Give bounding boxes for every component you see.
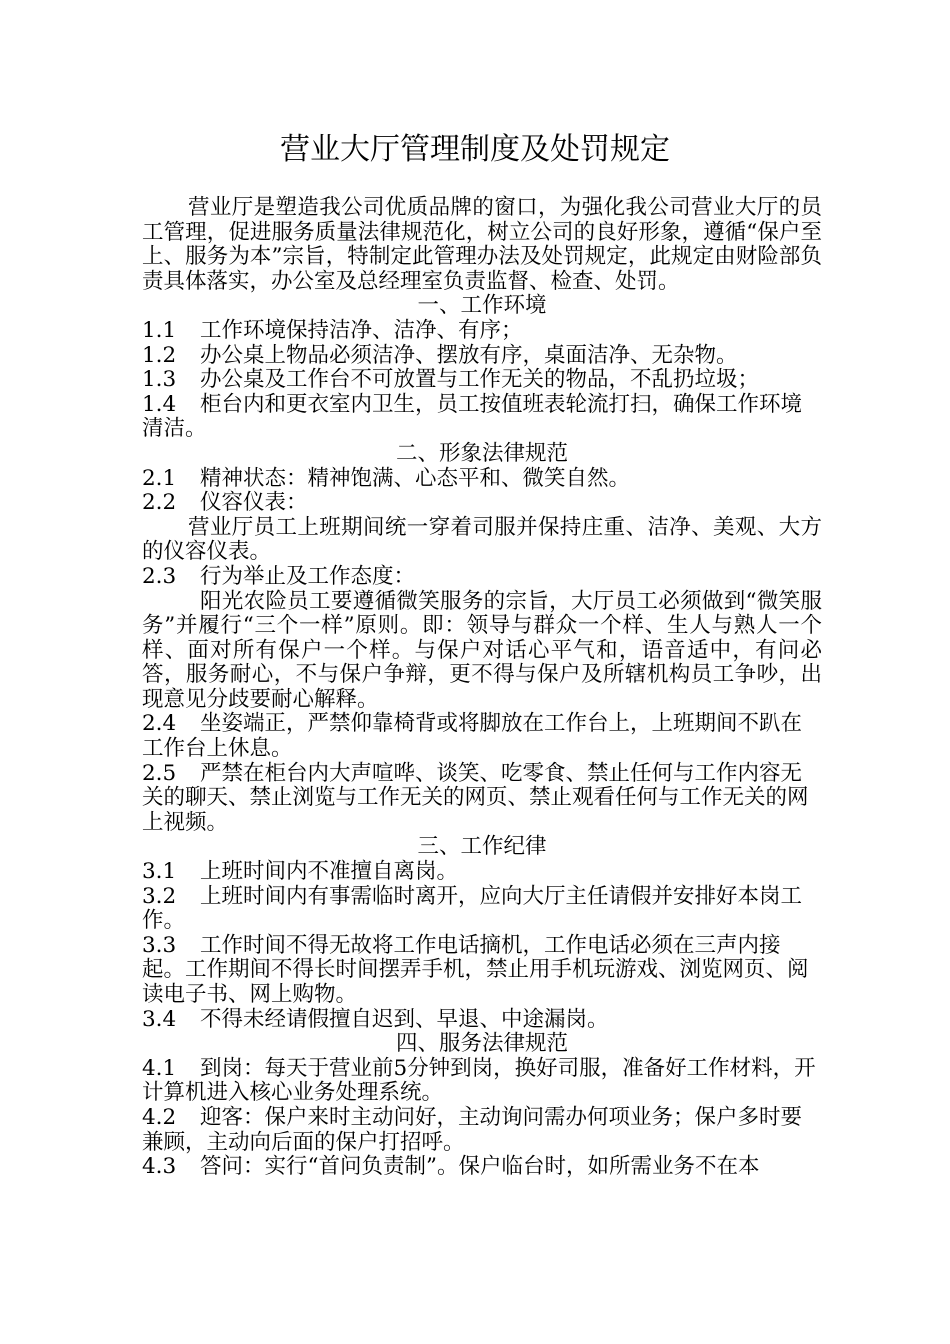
list-item: [142, 885, 822, 934]
document-body: [142, 196, 822, 1180]
item-text: 上班时间内不准擅自离岗。: [200, 859, 459, 885]
document-title: 营业大厅管理制度及处罚规定: [280, 132, 670, 167]
item-text: 迎客：保户来时主动问好，主动询问需办何项业务；保户多时要兼顾，主动向后面的保户打招呼。: [142, 1104, 803, 1155]
list-item: [142, 762, 822, 836]
item-number: 2.4: [142, 711, 177, 737]
list-item: [142, 860, 822, 885]
item-number: 2.5: [142, 760, 177, 786]
list-item: [142, 368, 822, 393]
item-text: 答问：实行“首问负责制”。保户临台时，如所需业务不在本: [200, 1154, 760, 1180]
section-heading: 一、工作环境: [417, 293, 547, 319]
item-number: 4.2: [142, 1104, 177, 1130]
list-item: [142, 491, 822, 516]
intro-paragraph: 营业厅是塑造我公司优质品牌的窗口，为强化我公司营业大厅的员工管理，促进服务质量法律规范化，树立公司的良好形象，遵循“保户至上、服务为本”宗旨，特制定此管理办法及处罚规定，此规定由财险部负责具体落实，办公室及总经理室负责监督、检查、处罚。: [142, 195, 822, 294]
list-item: [142, 1008, 822, 1033]
item-number: 2.3: [142, 563, 177, 589]
list-item: [142, 344, 822, 369]
item-number: 3.1: [142, 859, 177, 885]
item-text: 到岗：每天于营业前5分钟到岗，换好司服，准备好工作材料，开计算机进入核心业务处理系统。: [142, 1055, 816, 1106]
item-number: 4.1: [142, 1055, 177, 1081]
item-text: 工作环境保持洁净、洁净、有序；: [200, 317, 523, 343]
item-number: 3.4: [142, 1006, 177, 1032]
item-number: 1.1: [142, 317, 177, 343]
item-text: 坐姿端正，严禁仰靠椅背或将脚放在工作台上，上班期间不趴在工作台上休息。: [142, 711, 803, 762]
item-text: 办公桌上物品必须洁净、摆放有序，桌面洁净、无杂物。: [200, 342, 738, 368]
list-item: [142, 712, 822, 761]
item-number: 3.2: [142, 883, 177, 909]
item-number: 3.3: [142, 932, 177, 958]
item-text: 不得未经请假擅自迟到、早退、中途漏岗。: [200, 1006, 609, 1032]
item-number: 2.1: [142, 465, 177, 491]
list-item: [142, 467, 822, 492]
list-item: [142, 934, 822, 1008]
item-text: 上班时间内有事需临时离开，应向大厅主任请假并安排好本岗工作。: [142, 883, 803, 934]
item-text: 办公桌及工作台不可放置与工作无关的物品，不乱扔垃圾；: [200, 367, 760, 393]
item-text: 柜台内和更衣室内卫生，员工按值班表轮流打扫，确保工作环境清洁。: [142, 391, 803, 442]
item-text: 工作时间不得无故将工作电话摘机，工作电话必须在三声内接起。工作期间不得长时间摆弄手机，禁止用手机玩游戏、浏览网页、阅读电子书、网上购物。: [142, 932, 809, 1007]
item-text: 仪容仪表：: [200, 490, 308, 516]
item-number: 4.3: [142, 1154, 177, 1180]
list-item: [142, 1155, 822, 1180]
item-text: 精神状态：精神饱满、心态平和、微笑自然。: [200, 465, 631, 491]
sub-paragraph: 阳光农险员工要遵循微笑服务的宗旨，大厅员工必须做到“微笑服务”并履行“三个一样”原则。即：领导与群众一个样、生人与熟人一个样、面对所有保户一个样。与保户对话心平气和，语音适中，有问必答，服务耐心，不与保户争辩，更不得与保户及所辖机构员工争吵，出现意见分歧要耐心解释。: [142, 588, 822, 712]
item-number: 1.4: [142, 391, 177, 417]
list-item: [142, 1106, 822, 1155]
list-item: [142, 393, 822, 442]
item-number: 2.2: [142, 490, 177, 516]
item-number: 1.3: [142, 367, 177, 393]
list-item: [142, 1057, 822, 1106]
section-heading: 四、服务法律规范: [395, 1031, 568, 1057]
sub-paragraph: 营业厅员工上班期间统一穿着司服并保持庄重、洁净、美观、大方的仪容仪表。: [142, 514, 822, 565]
section-heading: 二、形象法律规范: [395, 440, 568, 466]
list-item: [142, 565, 822, 590]
list-item: [142, 319, 822, 344]
section-heading: 三、工作纪律: [417, 834, 547, 860]
item-text: 严禁在柜台内大声喧哗、谈笑、吃零食、禁止任何与工作内容无关的聊天、禁止浏览与工作无关的网页、禁止观看任何与工作无关的网上视频。: [142, 760, 809, 835]
item-text: 行为举止及工作态度：: [200, 563, 416, 589]
item-number: 1.2: [142, 342, 177, 368]
